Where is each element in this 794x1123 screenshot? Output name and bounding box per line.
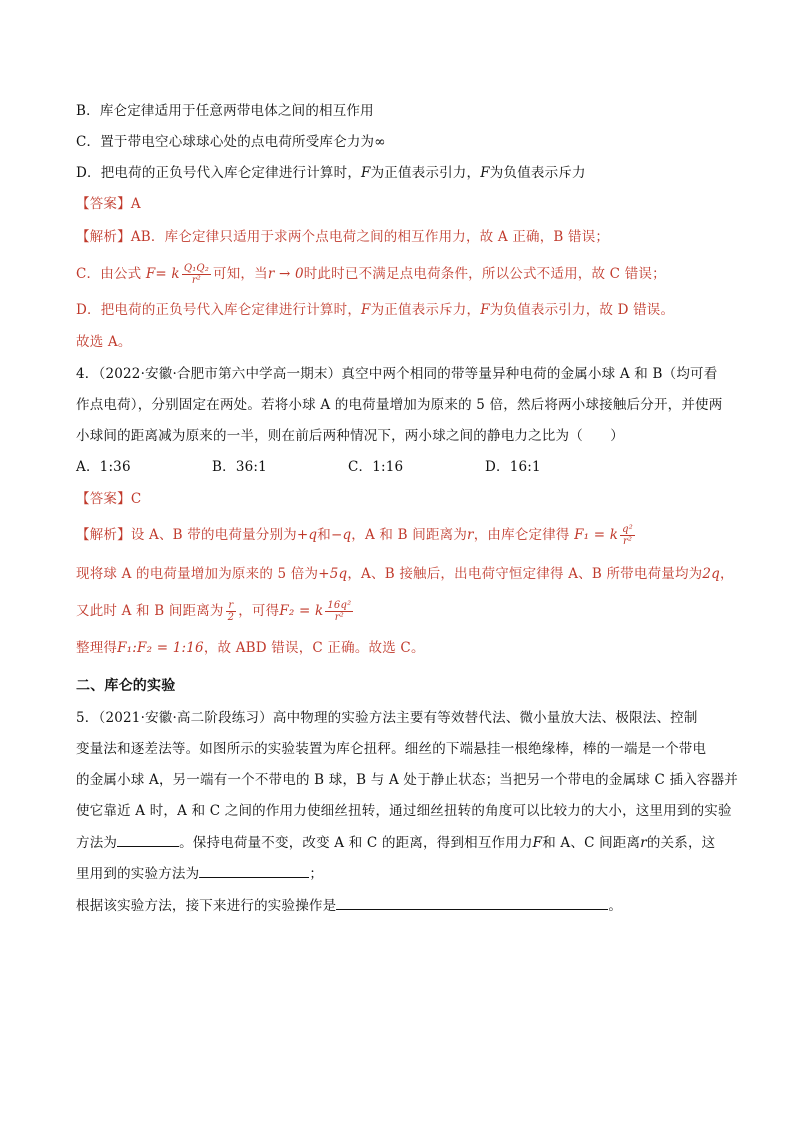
q5-text: 和 A、C 间距离: [542, 835, 641, 851]
question-5-line-5: [76, 832, 715, 853]
analysis-4-line-4: [76, 638, 425, 658]
analysis-text: AB．库仑定律只适用于求两个点电荷之间的相互作用力，故 A 正确，B 错误；: [130, 229, 610, 245]
analysis-text: 整理得: [76, 640, 118, 656]
force-symbol: F: [361, 165, 371, 181]
answer-label: 【答案】: [76, 196, 131, 212]
question-5-line-4: 使它靠近 A 时，A 和 C 之间的作用力使细丝扭转，通过细丝扭转的角度可以比较力的大小，这里用到的实验: [76, 803, 732, 819]
q5-text: 根据该实验方法，接下来进行的实验操作是: [76, 898, 337, 914]
analysis-4-line-3: [76, 600, 355, 623]
answer-blank-2[interactable]: [199, 863, 309, 878]
analysis-text: ，A、B 接触后，出电荷守恒定律得 A、B 所带电荷量均为: [347, 566, 703, 582]
q5-text: 方法为: [76, 835, 118, 851]
question-5-line-2: 变量法和逐差法等。如图所示的实验装置为库仑扭秤。细丝的下端悬挂一根绝缘棒，棒的一端是一个带电: [76, 741, 707, 757]
section-heading: 二、库仑的实验: [76, 678, 176, 694]
distance-fraction: [226, 600, 237, 623]
option-d: [76, 163, 586, 183]
answer-value: A: [130, 196, 141, 212]
analysis-text: 为负值表示引力，故 D 错误。: [489, 302, 675, 318]
analysis-text: ，故 ABD 错误，C 正确。故选 C。: [203, 640, 425, 656]
fraction-numerator: r: [226, 600, 237, 612]
option-b: B．库仑定律适用于任意两带电体之间的相互作用: [76, 103, 374, 119]
q5-text: 。保持电荷量不变，改变 A 和 C 的距离，得到相互作用力: [179, 835, 533, 851]
force-symbol: F: [532, 835, 543, 851]
charge-2q: 2q: [702, 566, 721, 582]
answer-4: [76, 489, 141, 509]
analysis-label: 【解析】: [76, 229, 131, 245]
option-d-post: 为负值表示斥力: [489, 165, 586, 181]
analysis-text: 又此时 A 和 B 间距离为: [76, 603, 224, 619]
formula-f: F: [145, 266, 156, 282]
analysis-3-line-1: [76, 227, 609, 247]
analysis-text: C．由公式: [76, 266, 142, 282]
q5-text: 的关系，这: [646, 835, 716, 851]
answer-label: 【答案】: [76, 491, 131, 507]
option-d-mid: 为正值表示引力，: [370, 165, 481, 181]
question-4-line-3: 小球间的距离减为原来的一半，则在前后两种情况下，两小球之间的静电力之比为（ ）: [76, 428, 624, 444]
force-ratio: F₁:F₂ = 1:16: [117, 640, 204, 656]
formula-f1: F₁ = k: [574, 527, 619, 543]
answer-value: C: [130, 491, 142, 507]
q5-text: 里用到的实验方法为: [76, 866, 200, 882]
fraction-denominator: r²: [334, 612, 344, 623]
force-symbol: F: [480, 302, 490, 318]
analysis-text: 可知，当: [213, 266, 268, 282]
question-5-line-3: 的金属小球 A，另一端有一个不带电的 B 球，B 与 A 处于静止状态；当把另一个带电的金属球 C 插入容器并: [76, 772, 738, 788]
option-d-pre: D．把电荷的正负号代入库仑定律进行计算时，: [76, 165, 362, 181]
question-5-line-7: [76, 895, 622, 916]
force-symbol: F: [480, 165, 490, 181]
charge-minus-q: −q: [330, 527, 352, 543]
formula-f2-fraction: [325, 600, 353, 623]
charge-plus-q: +q: [296, 527, 318, 543]
question-4-line-2: 作点电荷），分别固定在两处。若将小球 A 的电荷量增加为原来的 5 倍，然后将两小球接触后分开，并使两: [76, 397, 723, 413]
question-4-line-1: 4．（2022·安徽·合肥市第六中学高一期末）真空中两个相同的带等量异种电荷的金属小球 A 和 B（均可看: [76, 366, 718, 382]
analysis-text: ，可得: [238, 603, 280, 619]
analysis-text: ，由库仑定律得: [473, 527, 570, 543]
analysis-text: D．把电荷的正负号代入库仑定律进行计算时，: [76, 302, 362, 318]
fraction-numerator: 16q²: [327, 600, 352, 611]
force-symbol: F: [361, 302, 371, 318]
analysis-4-line-2: 现将球 A 的电荷量增加为原来的 5 倍为+5q，A、B 接触后，出电荷守恒定律得 A、B 所带电荷量均为2q，: [76, 566, 734, 582]
analysis-3-line-3: [76, 300, 674, 320]
analysis-text: 为正值表示斥力，: [370, 302, 481, 318]
option-c: C．置于带电空心球球心处的点电荷所受库仑力为∞: [76, 134, 386, 150]
distance-r: r: [467, 527, 474, 543]
answer-blank-1[interactable]: [117, 832, 179, 847]
analysis-text: 和: [317, 527, 331, 543]
q4-option-d: D．16:1: [485, 459, 541, 475]
analysis-4-line-1: [76, 524, 637, 547]
analysis-label: 【解析】: [76, 527, 131, 543]
analysis-text: ，A 和 B 间距离为: [351, 527, 468, 543]
fraction-denominator: 2: [227, 612, 235, 623]
fraction-denominator: r²: [622, 536, 633, 547]
analysis-3-line-2: [76, 263, 666, 286]
fraction-numerator: Q₁Q₂: [183, 263, 210, 274]
q5-text: 。: [608, 898, 623, 914]
answer-3: [76, 194, 141, 214]
formula-k: = k: [155, 266, 180, 282]
limit-expression: r → 0: [267, 266, 304, 282]
formula-f2: F₂ = k: [279, 603, 324, 619]
analysis-text: 时此时已不满足点电荷条件，所以公式不适用，故 C 错误；: [303, 266, 666, 282]
question-5-line-6: [76, 863, 323, 884]
fraction-denominator: r²: [191, 275, 202, 286]
fraction-numerator: q²: [622, 524, 633, 535]
q4-option-a: A．1:36: [76, 459, 131, 475]
q4-option-b: B．36:1: [212, 459, 267, 475]
distance-r: r: [640, 835, 647, 851]
q5-text: ；: [309, 866, 324, 882]
q4-option-c: C．1:16: [348, 459, 404, 475]
question-5-line-1: 5．（2021·安徽·高二阶段练习）高中物理的实验方法主要有等效替代法、微小量放大法、极限法、控制: [76, 710, 698, 726]
analysis-text: 现将球 A 的电荷量增加为原来的 5 倍为: [76, 566, 319, 582]
formula-fraction: [182, 263, 211, 286]
analysis-3-line-4: 故选 A。: [76, 334, 132, 350]
answer-blank-3[interactable]: [336, 895, 608, 910]
charge-plus-5q: +5q: [318, 566, 348, 582]
analysis-text: 设 A、B 带的电荷量分别为: [130, 527, 297, 543]
formula-f1-fraction: [620, 524, 635, 547]
